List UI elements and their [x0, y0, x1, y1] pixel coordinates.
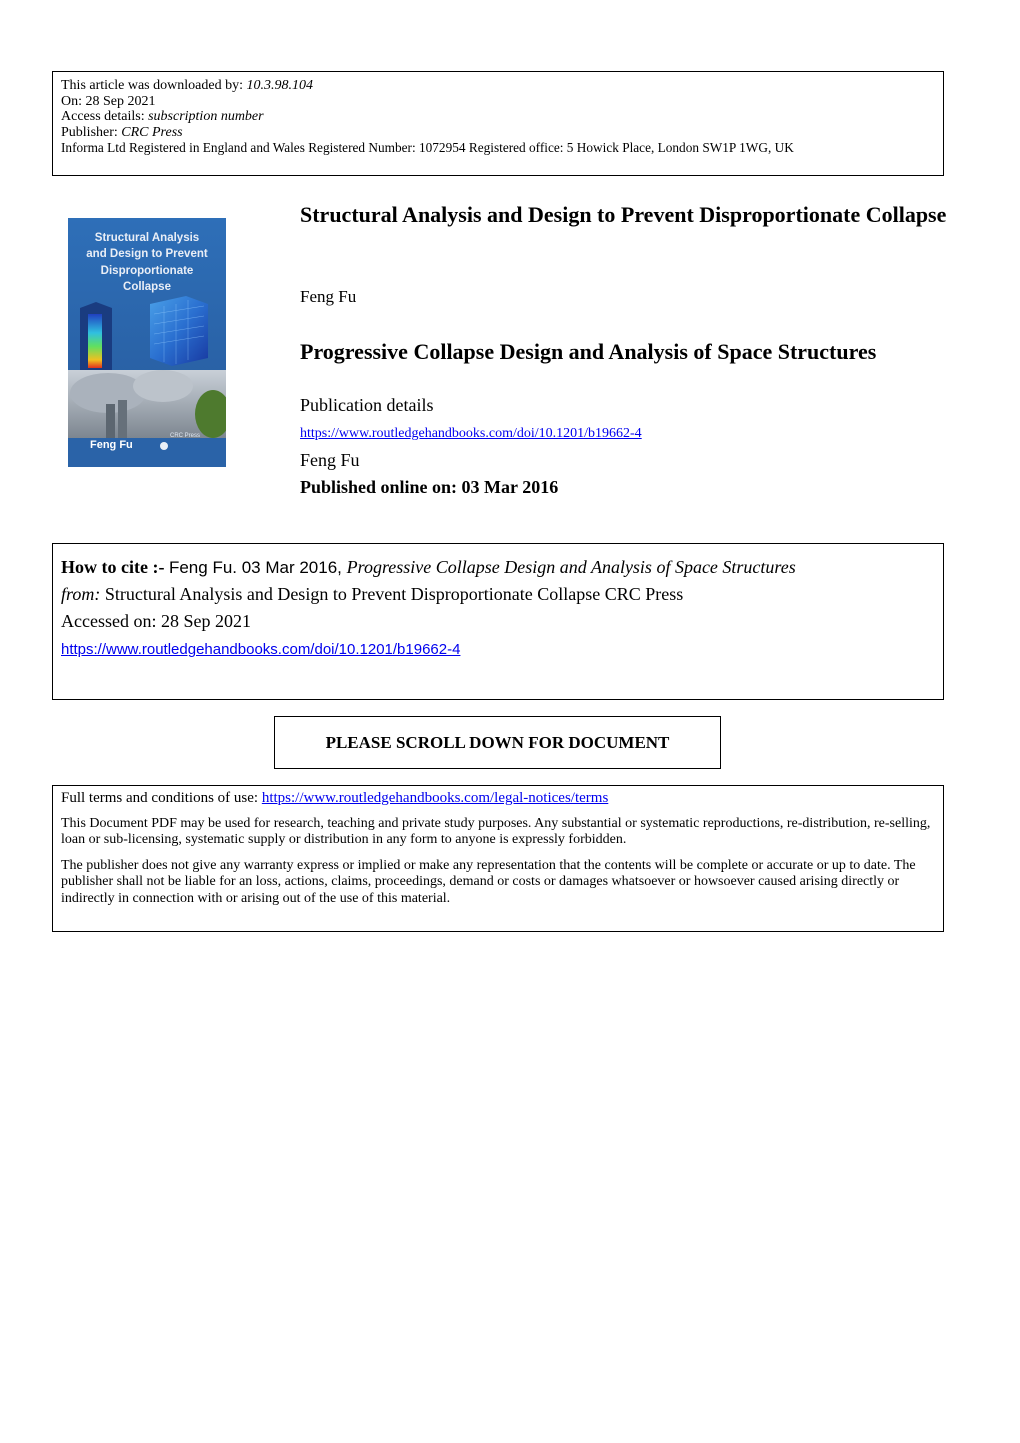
downloaded-label: This article was downloaded by:: [61, 78, 247, 93]
access-details-line: [61, 109, 935, 125]
downloaded-ip: 10.3.98.104: [246, 78, 313, 93]
publisher-value: CRC Press: [121, 124, 183, 140]
publication-details-label: Publication details: [300, 395, 434, 415]
cite-chapter: Progressive Collapse Design and Analysis of Space Structures: [346, 557, 796, 577]
download-date: On: 28 Sep 2021: [61, 93, 156, 109]
registration-text: Informa Ltd Registered in England and Wales Registered Number: 1072954 Registered office: 5 Howick Place, London SW1P 1WG, UK: [61, 140, 794, 155]
cite-line-1: [61, 554, 935, 581]
cover-author: Feng Fu: [90, 439, 133, 451]
publisher-label: Publisher:: [61, 124, 122, 140]
cover-title-line: Disproportionate: [100, 264, 194, 277]
cite-url-link[interactable]: https://www.routledgehandbooks.com/doi/10.1201/b19662-4: [61, 641, 461, 658]
publisher-line: [61, 125, 935, 141]
cite-from-label: from:: [61, 584, 105, 604]
cite-author-date: Feng Fu. 03 Mar 2016,: [168, 558, 347, 577]
scroll-down-notice: PLEASE SCROLL DOWN FOR DOCUMENT: [274, 716, 721, 769]
book-title: Structural Analysis and Design to Prevent Disproportionate Collapse: [300, 202, 947, 227]
book-cover-image: [68, 218, 226, 467]
cover-publisher-logo: CRC Press: [170, 433, 201, 439]
chapter-author: Feng Fu: [300, 450, 360, 470]
access-label: Access details:: [61, 109, 149, 124]
cite-label: How to cite :-: [61, 557, 169, 577]
terms-warranty-paragraph: The publisher does not give any warranty express or implied or make any representation that the contents will be complete or accurate or up to date. The publisher shall not be liable for an loss, actions, claims, proceedings, demand or costs or damages whatsoever or howsoever caused arising directly or indirectly in connection with or arising out of the use of this material.: [61, 857, 916, 906]
terms-usage-paragraph: This Document PDF may be used for research, teaching and private study purposes. Any substantial or systematic reproductions, re-distribution, re-selling, loan or sub-licensing, systematic supply or distribution in any form to anyone is expressly forbidden.: [61, 815, 931, 847]
cite-book: Structural Analysis and Design to Prevent Disproportionate Collapse CRC Press: [104, 584, 684, 604]
cover-title-line: Collapse: [123, 280, 171, 293]
cover-artwork: [68, 218, 226, 467]
publication-url-wrapper: [300, 426, 642, 442]
publisher-logo-icon: [160, 442, 168, 450]
cite-accessed: Accessed on: 28 Sep 2021: [61, 611, 251, 631]
cover-title-line: Structural Analysis: [94, 232, 200, 244]
book-author: Feng Fu: [300, 287, 357, 306]
cite-url-line: [61, 635, 935, 663]
access-value: subscription number: [148, 109, 264, 124]
terms-label: Full terms and conditions of use:: [61, 790, 262, 806]
downloaded-by-line: [61, 78, 935, 94]
publication-url-link[interactable]: https://www.routledgehandbooks.com/doi/10.1201/b19662-4: [300, 426, 642, 441]
download-info-box: [52, 71, 944, 176]
chapter-title: Progressive Collapse Design and Analysis of Space Structures: [300, 339, 877, 364]
published-online-date: Published online on: 03 Mar 2016: [300, 477, 559, 497]
cover-title-line: and Design to Prevent: [86, 248, 208, 261]
how-to-cite-box: [52, 543, 944, 700]
terms-box: [52, 785, 944, 932]
terms-url-link[interactable]: https://www.routledgehandbooks.com/legal-notices/terms: [261, 790, 609, 806]
cite-line-2: [61, 581, 935, 608]
terms-line: [61, 790, 935, 807]
